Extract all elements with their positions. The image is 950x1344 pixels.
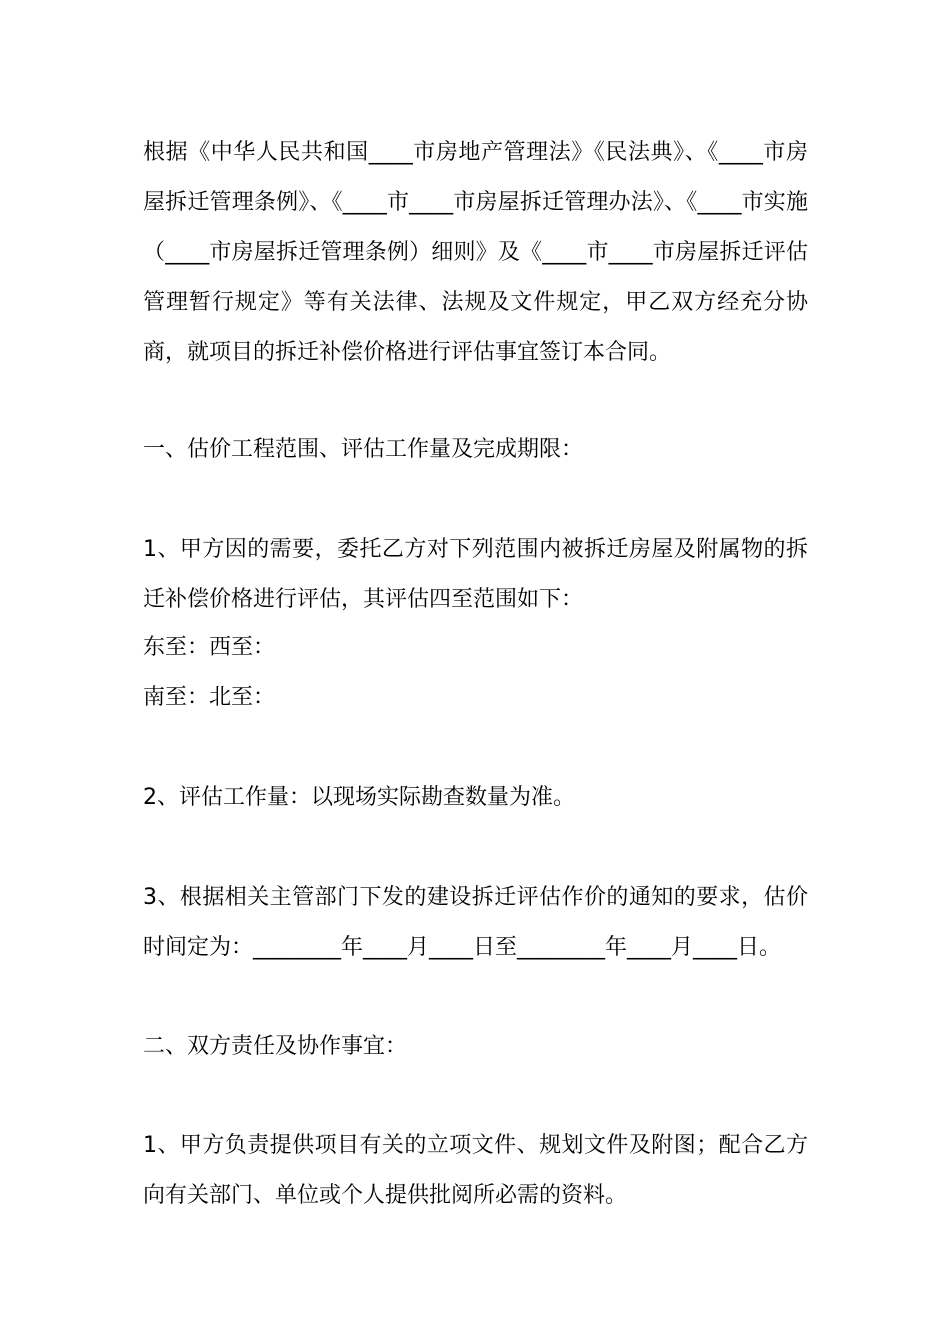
section-1-item-2: 2、评估工作量：以现场实际勘查数量为准。 bbox=[143, 785, 575, 810]
section-2-item-1: 1、甲方负责提供项目有关的立项文件、规划文件及附图；配合乙方向有关部门、单位或个人提供批阅所必需的资料。 bbox=[143, 1133, 808, 1208]
section-1-item-1: 1、甲方因的需要，委托乙方对下列范围内被拆迁房屋及附属物的拆迁补偿价格进行评估，其评估四至范围如下： bbox=[143, 537, 808, 612]
intro-paragraph: 根据《中华人民共和国____市房地产管理法》《民法典》、《____市房屋拆迁管理条例》、《____市____市房屋拆迁管理办法》、《____市实施（____市房屋拆迁管理条例）细则》及《____市____市房屋拆迁评估管理暂行规定》等有关法律、法规及文件规定，甲乙双方经充分协商，就项目的拆迁补偿价格进行评估事宜签订本合同。 bbox=[143, 140, 808, 365]
east-west-boundary: 东至：西至： bbox=[143, 635, 276, 660]
section-1-heading: 一、估价工程范围、评估工作量及完成期限： bbox=[143, 437, 584, 462]
section-2-heading: 二、双方责任及协作事宜： bbox=[143, 1034, 408, 1059]
section-1-item-3: 3、根据相关主管部门下发的建设拆迁评估作价的通知的要求，估价时间定为：________年____月____日至________年____月____日。 bbox=[143, 885, 808, 960]
south-north-boundary: 南至：北至： bbox=[143, 685, 276, 710]
